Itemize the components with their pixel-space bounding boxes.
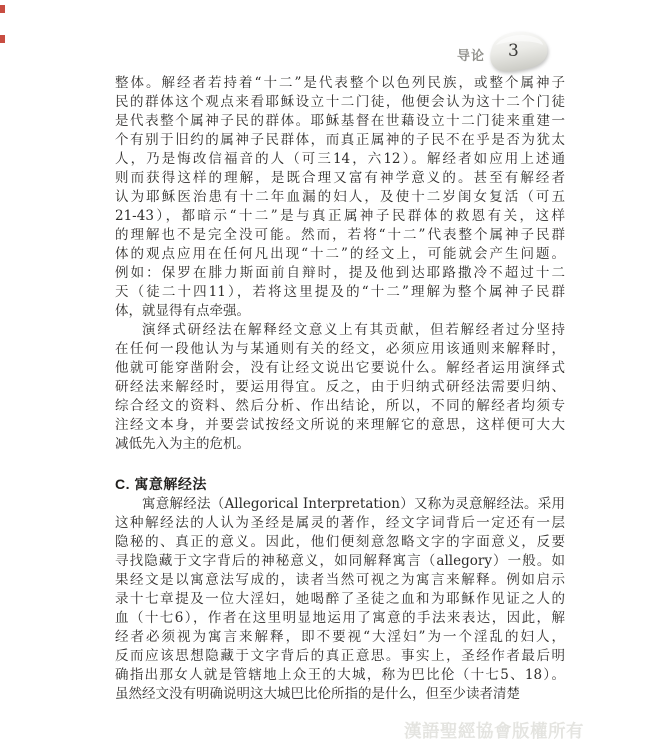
text-line: 人，乃是悔改信福音的人（可三14，六12）。解经者如应用上述通 bbox=[115, 151, 565, 167]
text-line: 演绎式研经法在解释经文意义上有其贡献，但若解经者过分坚持 bbox=[142, 322, 565, 338]
text-line: 个有别于旧约的属神子民群体，而真正属神的子民不在乎是否为犹太 bbox=[115, 132, 565, 148]
section-heading: C. 寓意解经法 bbox=[115, 476, 207, 492]
text-line: 隐秘的、真正的意义。因此，他们便刻意忽略文字的字面意义，反要 bbox=[115, 534, 565, 550]
text-line: 寓意解经法（Allegorical Interpretation）又称为灵意解经法。采用 bbox=[142, 496, 565, 512]
text-line: 体，就显得有点牵强。 bbox=[115, 303, 250, 319]
text-line: 是代表整个属神子民的群体。耶稣基督在世藉设立十二门徒来重建一 bbox=[115, 113, 565, 129]
text-line: 则而获得这样的理解，是既合理又富有神学意义的。甚至有解经者 bbox=[115, 170, 565, 186]
text-line: 他就可能穿凿附会，没有让经文说出它要说什么。解经者运用演绎式 bbox=[115, 360, 565, 376]
text-line: 确指出那女人就是管辖地上众王的大城，称为巴比伦（十七5、18）。 bbox=[115, 667, 565, 683]
text-line: 虽然经文没有明确说明这大城巴比伦所指的是什么，但至少读者清楚 bbox=[115, 686, 520, 702]
text-line: 整体。解经者若持着“十二”是代表整个以色列民族，或整个属神子 bbox=[115, 75, 565, 91]
chapter-label: 导论 bbox=[457, 48, 486, 63]
text-line: 注经文本身，并要尝试按经文所说的来理解它的意思，这样便可大大 bbox=[115, 417, 565, 433]
text-line: 民的群体这个观点来看耶稣设立十二门徒，他便会认为这十二个门徒 bbox=[115, 94, 565, 110]
text-line: 果经文是以寓意法写成的，读者当然可视之为寓言来解释。例如启示 bbox=[115, 572, 565, 588]
text-line: 例如：保罗在腓力斯面前自辩时，提及他到达耶路撒冷不超过十二 bbox=[115, 265, 565, 281]
text-line: 认为耶稣医治患有十二年血漏的妇人，及使十二岁闺女复活（可五 bbox=[115, 189, 565, 205]
text-line: 天（徒二十四11），若将这里提及的“十二”理解为整个属神子民群 bbox=[115, 284, 565, 300]
page-number: 3 bbox=[508, 41, 519, 61]
text-line: 体的观点应用在任何凡出现“十二”的经文上，可能就会产生问题。 bbox=[115, 246, 565, 262]
text-line: 21-43），都暗示“十二”是与真正属神子民群体的救恩有关，这样 bbox=[115, 208, 565, 224]
text-line: 综合经文的资料、然后分析、作出结论，所以，不同的解经者均须专 bbox=[115, 398, 565, 414]
text-line: 经者必须视为寓言来解释，即不要视“大淫妇”为一个淫乱的妇人， bbox=[115, 629, 565, 645]
text-line: 减低先入为主的危机。 bbox=[115, 436, 250, 452]
text-line: 录十七章提及一位大淫妇，她喝醉了圣徒之血和为耶稣作见证之人的 bbox=[115, 591, 565, 607]
text-line: 研经法来解经时，要运用得宜。反之，由于归纳式研经法需要归纳、 bbox=[115, 379, 565, 395]
page-header bbox=[0, 0, 650, 85]
copyright-watermark: 漢語聖經協會版權所有 bbox=[404, 721, 584, 741]
text-line: 在任何一段他认为与某通则有关的经文，必须应用该通则来解释时， bbox=[115, 341, 565, 357]
text-line: 血（十七6），作者在这里明显地运用了寓意的手法来表达，因此，解 bbox=[115, 610, 565, 626]
text-line: 的理解也不是完全没可能。然而，若将“十二”代表整个属神子民群 bbox=[115, 227, 565, 243]
text-line: 寻找隐藏于文字背后的神秘意义，如同解释寓言（allegory）一般。如 bbox=[115, 553, 565, 569]
text-line: 这种解经法的人认为圣经是属灵的著作，经文字词背后一定还有一层 bbox=[115, 515, 565, 531]
body-text bbox=[115, 74, 565, 704]
text-line: 反而应该思想隐藏于文字背后的真正意思。事实上，圣经作者最后明 bbox=[115, 648, 565, 664]
